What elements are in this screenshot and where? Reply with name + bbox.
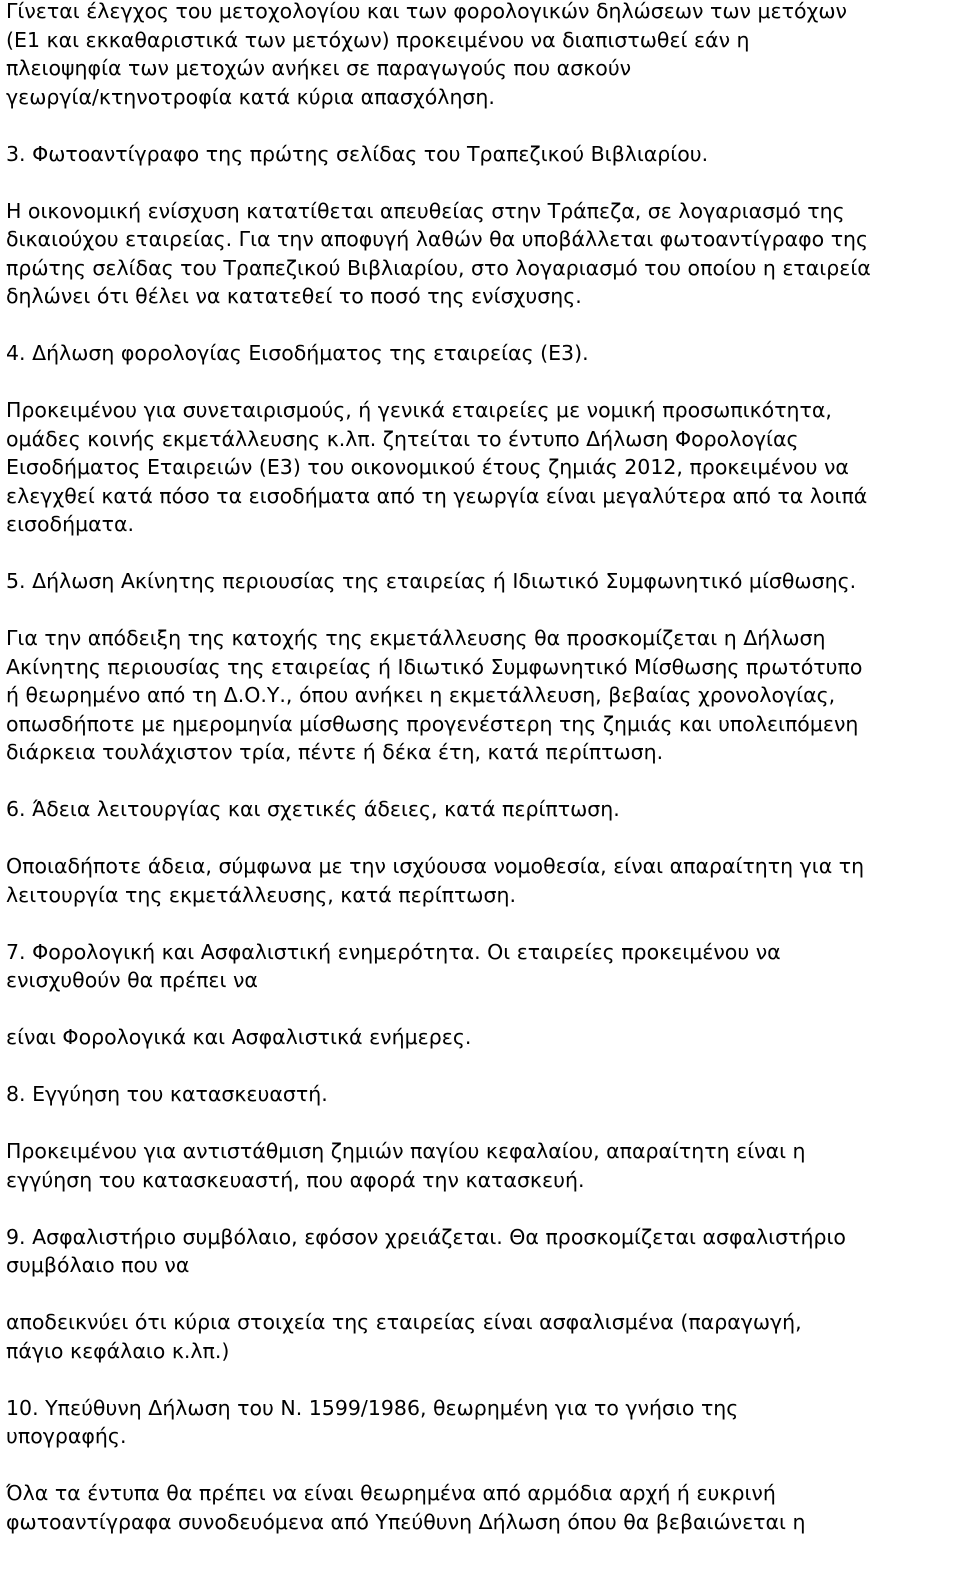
text-line: πρώτης σελίδας του Τραπεζικού Βιβλιαρίου, στο λογαριασμό του οποίου η εταιρεία (6, 255, 871, 280)
text-line: Όλα τα έντυπα θα πρέπει να είναι θεωρημένα από αρμόδια αρχή ή ευκρινή (6, 1481, 776, 1505)
item-5-heading (6, 567, 956, 596)
text-line: ενισχυθούν θα πρέπει να (6, 968, 258, 992)
text-line: (Ε1 και εκκαθαριστικά των μετόχων) προκειμένου να διαπιστωθεί εάν η (6, 27, 750, 52)
paragraph-property (6, 624, 956, 767)
text-line: συμβόλαιο που να (6, 1253, 190, 1277)
text-line: εγγύηση του κατασκευαστή, που αφορά την κατασκευή. (6, 1167, 585, 1192)
text-line: 4. Δήλωση φορολογίας Εισοδήματος της εταιρείας (Ε3). (6, 341, 589, 365)
paragraph-income-tax (6, 396, 956, 539)
paragraph-tax-clearance (6, 1023, 956, 1052)
text-line: δηλώνει ότι θέλει να κατατεθεί το ποσό της ενίσχυσης. (6, 284, 582, 308)
text-line: εισοδήματα. (6, 512, 135, 536)
text-line: 3. Φωτοαντίγραφο της πρώτης σελίδας του Τραπεζικού Βιβλιαρίου. (6, 141, 709, 166)
text-line: 8. Εγγύηση του κατασκευαστή. (6, 1082, 328, 1106)
item-4-heading (6, 339, 956, 368)
paragraph-bank-account (6, 197, 956, 311)
item-10-heading (6, 1394, 956, 1451)
text-line: Οποιαδήποτε άδεια, σύμφωνα με την ισχύουσα νομοθεσία, είναι απαραίτητη για τη (6, 854, 865, 878)
paragraph-certified-copies (6, 1479, 956, 1536)
text-line: ή θεωρημένο από τη Δ.Ο.Υ., όπου ανήκει η εκμετάλλευση, βεβαίας χρονολογίας, (6, 683, 836, 707)
text-line: πάγιο κεφάλαιο κ.λπ.) (6, 1338, 230, 1363)
paragraph-licenses (6, 852, 956, 909)
item-6-heading (6, 795, 956, 824)
paragraph-insurance (6, 1308, 956, 1365)
text-line: υπογραφής. (6, 1424, 127, 1448)
text-line: Η οικονομική ενίσχυση κατατίθεται απευθείας στην Τράπεζα, σε λογαριασμό της (6, 198, 845, 223)
item-9-heading (6, 1223, 956, 1280)
paragraph-guarantee (6, 1137, 956, 1194)
text-line: ελεγχθεί κατά πόσο τα εισοδήματα από τη γεωργία είναι μεγαλύτερα από τα λοιπά (6, 483, 868, 508)
text-line: γεωργία/κτηνοτροφία κατά κύρια απασχόληση. (6, 84, 495, 109)
text-line: 6. Άδεια λειτουργίας και σχετικές άδειες, κατά περίπτωση. (6, 797, 620, 821)
text-line: λειτουργία της εκμετάλλευσης, κατά περίπτωση. (6, 882, 516, 907)
text-line: Προκειμένου για αντιστάθμιση ζημιών παγίου κεφαλαίου, απαραίτητη είναι η (6, 1139, 806, 1163)
text-line: Γίνεται έλεγχος του μετοχολογίου και των φορολογικών δηλώσεων των μετόχων (6, 0, 847, 23)
text-line: Ακίνητης περιουσίας της εταιρείας ή Ιδιωτικό Συμφωνητικό Μίσθωσης πρωτότυπο (6, 654, 863, 679)
text-line: Προκειμένου για συνεταιρισμούς, ή γενικά εταιρείες με νομική προσωπικότητα, (6, 398, 832, 422)
text-line: διάρκεια τουλάχιστον τρία, πέντε ή δέκα έτη, κατά περίπτωση. (6, 740, 664, 764)
item-8-heading (6, 1080, 956, 1109)
paragraph-shareholder-check (6, 0, 956, 111)
text-line: δικαιούχου εταιρείας. Για την αποφυγή λαθών θα υποβάλλεται φωτοαντίγραφο της (6, 227, 869, 251)
text-line: οπωσδήποτε με ημερομηνία μίσθωσης προγενέστερη της ζημιάς και υπολειπόμενη (6, 711, 859, 736)
item-7-heading (6, 938, 956, 995)
text-line: ομάδες κοινής εκμετάλλευσης κ.λπ. ζητείται το έντυπο Δήλωση Φορολογίας (6, 426, 799, 451)
item-3-heading (6, 140, 956, 169)
text-line: αποδεικνύει ότι κύρια στοιχεία της εταιρείας είναι ασφαλισμένα (παραγωγή, (6, 1310, 802, 1334)
text-line: φωτοαντίγραφα συνοδευόμενα από Υπεύθυνη Δήλωση όπου θα βεβαιώνεται η (6, 1509, 806, 1534)
text-line: πλειοψηφία των μετοχών ανήκει σε παραγωγούς που ασκούν (6, 56, 632, 80)
text-line: 7. Φορολογική και Ασφαλιστική ενημερότητα. Οι εταιρείες προκειμένου να (6, 939, 781, 964)
text-line: 5. Δήλωση Ακίνητης περιουσίας της εταιρείας ή Ιδιωτικό Συμφωνητικό μίσθωσης. (6, 569, 857, 593)
text-line: 10. Υπεύθυνη Δήλωση του Ν. 1599/1986, θεωρημένη για το γνήσιο της (6, 1395, 739, 1420)
text-line: Για την απόδειξη της κατοχής της εκμετάλλευσης θα προσκομίζεται η Δήλωση (6, 626, 826, 650)
text-line: 9. Ασφαλιστήριο συμβόλαιο, εφόσον χρειάζεται. Θα προσκομίζεται ασφαλιστήριο (6, 1224, 846, 1249)
text-line: είναι Φορολογικά και Ασφαλιστικά ενήμερες. (6, 1025, 472, 1049)
text-line: Εισοδήματος Εταιρειών (Ε3) του οικονομικού έτους ζημιάς 2012, προκειμένου να (6, 455, 849, 479)
